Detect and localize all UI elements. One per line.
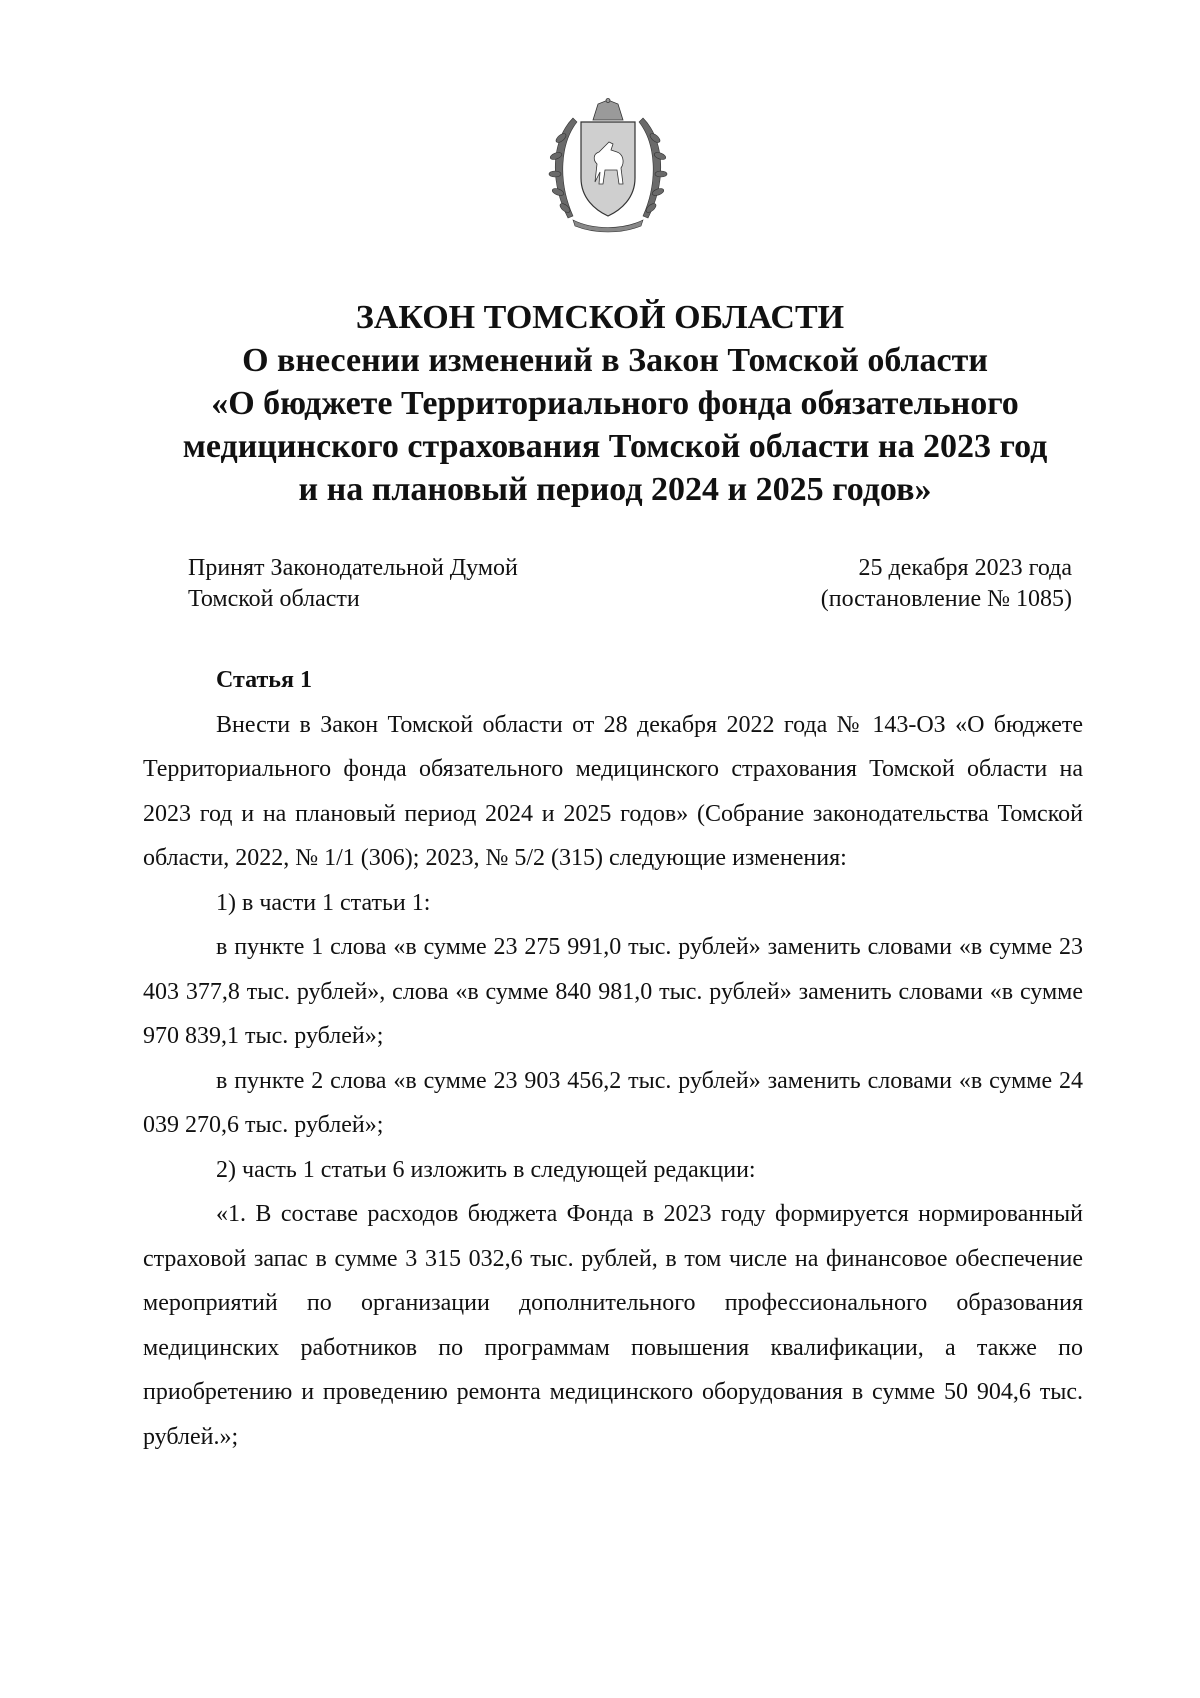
article-paragraph: Внести в Закон Томской области от 28 декабря 2022 года № 143-ОЗ «О бюджете Территориального фонда обязательного медицинского страхования Томской области на 2023 год и на плановый период 2024 и 2025 годов» (Собрание законодательства Томской области, 2022, № 1/1 (306); 2023, № 5/2 (315) следующие изменения:: [143, 711, 1083, 871]
adoption-body-line: Принят Законодательной Думой: [188, 555, 518, 581]
article-heading: Статья 1: [216, 667, 312, 693]
law-title-line: О внесении изменений в Закон Томской области: [242, 342, 988, 379]
law-title-line: и на плановый период 2024 и 2025 годов»: [298, 471, 932, 508]
adoption-date-block: [821, 553, 1072, 615]
laurel-right: [639, 118, 667, 218]
law-title-line: «О бюджете Территориального фонда обязательного: [211, 385, 1019, 422]
crown: [593, 99, 623, 121]
article-paragraph: 2) часть 1 статьи 6 изложить в следующей редакции:: [216, 1156, 756, 1183]
law-title-line: медицинского страхования Томской области на 2023 год: [182, 428, 1048, 465]
article-body: [143, 658, 1083, 1459]
adoption-body-line: Томской области: [188, 586, 360, 612]
article-paragraph: 1) в части 1 статьи 1:: [216, 889, 431, 916]
laurel-left: [549, 118, 577, 218]
article-paragraph: в пункте 2 слова «в сумме 23 903 456,2 тыс. рублей» заменить словами «в сумме 24 039 270,6 тыс. рублей»;: [143, 1067, 1083, 1138]
adoption-date: 25 декабря 2023 года: [858, 555, 1072, 581]
resolution-number: (постановление № 1085): [820, 586, 1072, 612]
law-title-main: ЗАКОН ТОМСКОЙ ОБЛАСТИ: [355, 299, 845, 336]
ribbon: [573, 220, 643, 232]
coat-of-arms-icon: [543, 98, 673, 236]
law-title: [0, 296, 1200, 511]
article-paragraph: «1. В составе расходов бюджета Фонда в 2023 году формируется нормированный страховой запас в сумме 3 315 032,6 тыс. рублей, в том числе на финансовое обеспечение мероприятий по организации дополнительного профессионального образования медицинских работников по программам повышения квалификации, а также по приобретению и проведению ремонта медицинского оборудования в сумме 50 904,6 тыс. рублей.»;: [143, 1201, 1083, 1450]
article-paragraph: в пункте 1 слова «в сумме 23 275 991,0 тыс. рублей» заменить словами «в сумме 23 403 377,8 тыс. рублей», слова «в сумме 840 981,0 тыс. рублей» заменить словами «в сумме 970 839,1 тыс. рублей»;: [143, 934, 1083, 1049]
adoption-body: [188, 553, 518, 615]
